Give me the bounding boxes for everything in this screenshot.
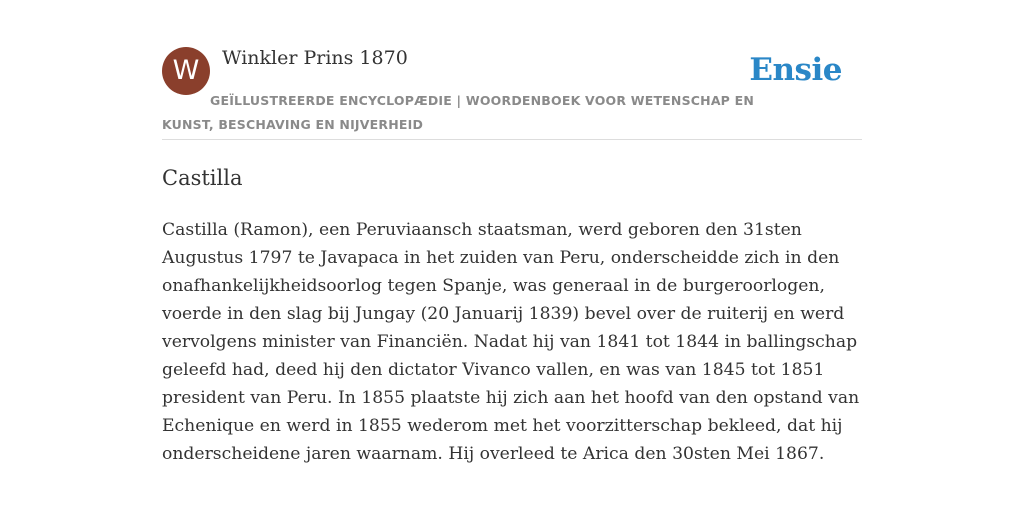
source-avatar[interactable]: W — [162, 47, 210, 95]
header-divider — [162, 139, 862, 140]
ensie-logo[interactable]: Ensie — [749, 52, 842, 88]
source-subtitle: GEÏLLUSTREERDE ENCYCLOPÆDIE | WOORDENBOEK VOOR WETENSCHAP EN KUNST, BESCHAVING EN NIJVERHEID — [162, 93, 755, 132]
source-title[interactable]: Winkler Prins 1870 — [222, 47, 408, 69]
article-title: Castilla — [162, 166, 243, 190]
article-body: Castilla (Ramon), een Peruviaansch staatsman, werd geboren den 31sten Augustus 1797 te Javapaca in het zuiden van Peru, onderscheidde zich in den onafhankelijkheidsoorlog tegen Spanje, was generaal in de burgeroorlogen, voerde in den slag bij Jungay (20 Januarij 1839) bevel over de ruiterij en werd vervolgens minister van Financiën. Nadat hij van 1841 tot 1844 in ballingschap geleefd had, deed hij den dictator Vivanco vallen, en was van 1845 tot 1851 president van Peru. In 1855 plaatste hij zich aan het hoofd van den opstand van Echenique en werd in 1855 wederom met het voorzitterschap bekleed, dat hij onderscheidene jaren waarnam. Hij overleed te Arica den 30sten Mei 1867. — [162, 220, 860, 464]
